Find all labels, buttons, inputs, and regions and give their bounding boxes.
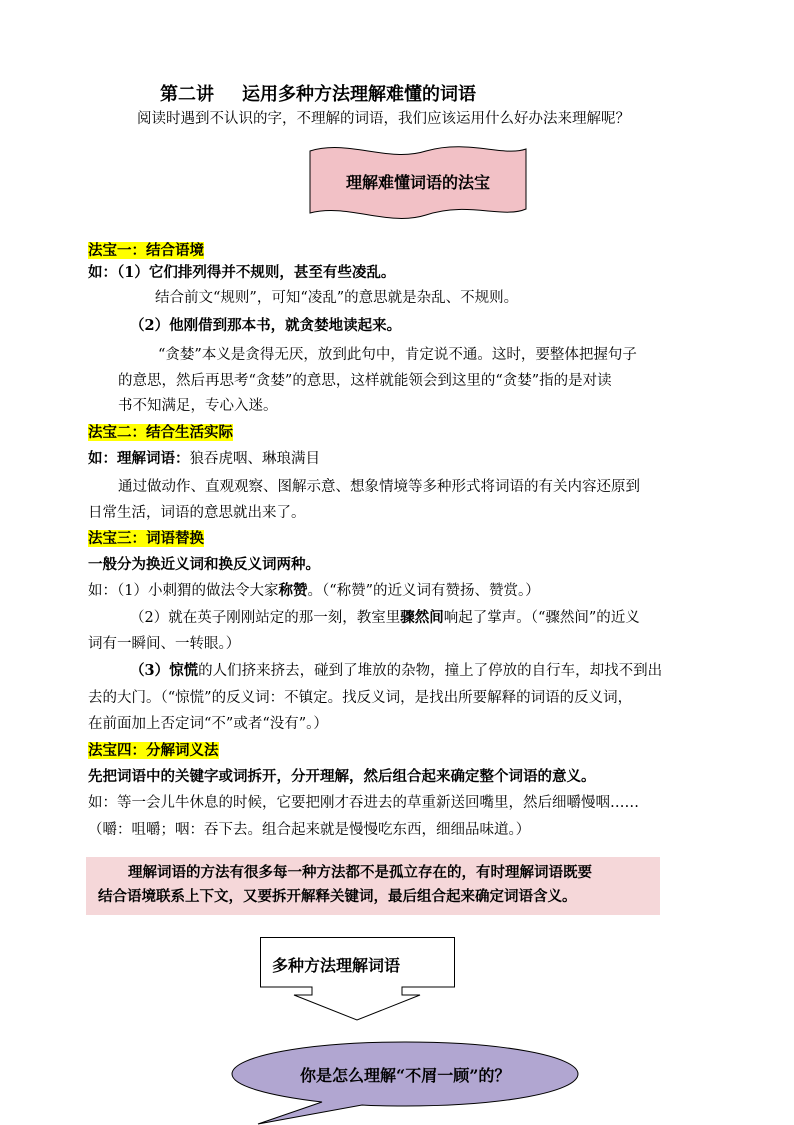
- method-1-explain-2c: 书不知满足，专心入迷。: [118, 398, 278, 414]
- method-3-example-3b: 去的大门。（“惊慌”的反义词：不镇定。找反义词，是找出所要解释的词语的反义词，: [88, 690, 633, 706]
- method-2-explain-b: 日常生活，词语的意思就出来了。: [88, 505, 306, 521]
- banner-title: 理解难懂词语的法宝: [345, 173, 490, 192]
- intro-text: 阅读时遇到不认识的字，不理解的词语，我们应该运用什么好办法来理解呢？: [137, 111, 630, 127]
- method-3-example-2: （2）就在英子刚刚站定的那一刻，教室里骤然间响起了掌声。（“骤然间”的近义: [130, 609, 640, 626]
- method-3-example-3c: 在前面加上否定词“不”或者“没有”。）: [88, 716, 328, 732]
- method-2-explain-a: 通过做动作、直观观察、图解示意、想象情境等多种形式将词语的有关内容还原到: [118, 479, 640, 495]
- method-1-explain-1: 结合前文“规则”，可知“凌乱”的意思就是杂乱、不规则。: [155, 290, 519, 306]
- method-1-heading: 法宝一：结合语境: [88, 242, 204, 259]
- method-3-example-3: （3）惊慌的人们挤来挤去，碰到了堆放的杂物，撞上了停放的自行车，却找不到出: [130, 662, 663, 679]
- method-4-summary: 先把词语中的关键字或词拆开，分开理解，然后组合起来确定整个词语的意义。: [88, 768, 596, 785]
- method-3-summary: 一般分为换近义词和换反义词两种。: [88, 556, 320, 573]
- method-3-example-1: 如：（1）小刺猬的做法令大家称赞。（“称赞”的近义词有赞扬、赞赏。）: [88, 582, 540, 599]
- callout-shape: [260, 937, 455, 1021]
- question-text: 你是怎么理解“不屑一顾”的？: [300, 1066, 511, 1085]
- lecture-number: 第二讲: [160, 84, 214, 105]
- summary-box: [86, 857, 660, 915]
- method-3-heading: 法宝三：词语替换: [88, 530, 204, 547]
- method-2-example: 如：理解词语：狼吞虎咽、琳琅满目: [88, 450, 320, 467]
- callout-label: 多种方法理解词语: [272, 956, 401, 975]
- summary-line-2: 结合语境联系上下文，又要拆开解释关键词，最后组合起来确定词语含义。: [98, 888, 577, 905]
- method-1-example-1: 如：（1）它们排列得并不规则，甚至有些凌乱。: [88, 264, 396, 281]
- method-1-example-2: （2）他刚借到那本书，就贪婪地读起来。: [130, 317, 402, 334]
- method-4-explain: （嚼：咀嚼；咽：吞下去。组合起来就是慢慢吃东西，细细品味道。）: [88, 822, 531, 838]
- page-title: [160, 80, 476, 106]
- method-2-heading: 法宝二：结合生活实际: [88, 424, 233, 441]
- method-3-example-2b: 词有一瞬间、一转眼。）: [88, 636, 241, 652]
- lecture-title: 运用多种方法理解难懂的词语: [242, 84, 476, 105]
- method-4-example: 如：等一会儿牛休息的时候，它要把刚才吞进去的草重新送回嘴里，然后细嚼慢咽……: [88, 795, 639, 811]
- method-4-heading: 法宝四：分解词义法: [88, 742, 219, 759]
- summary-line-1: 理解词语的方法有很多每一种方法都不是孤立存在的，有时理解词语既要: [128, 864, 592, 881]
- method-1-explain-2b: 的意思，然后再思考“贪婪”的意思，这样就能领会到这里的“贪婪”指的是对读: [118, 373, 612, 389]
- method-1-explain-2a: “贪婪”本义是贪得无厌，放到此句中，肯定说不通。这时，要整体把握句子: [158, 347, 637, 363]
